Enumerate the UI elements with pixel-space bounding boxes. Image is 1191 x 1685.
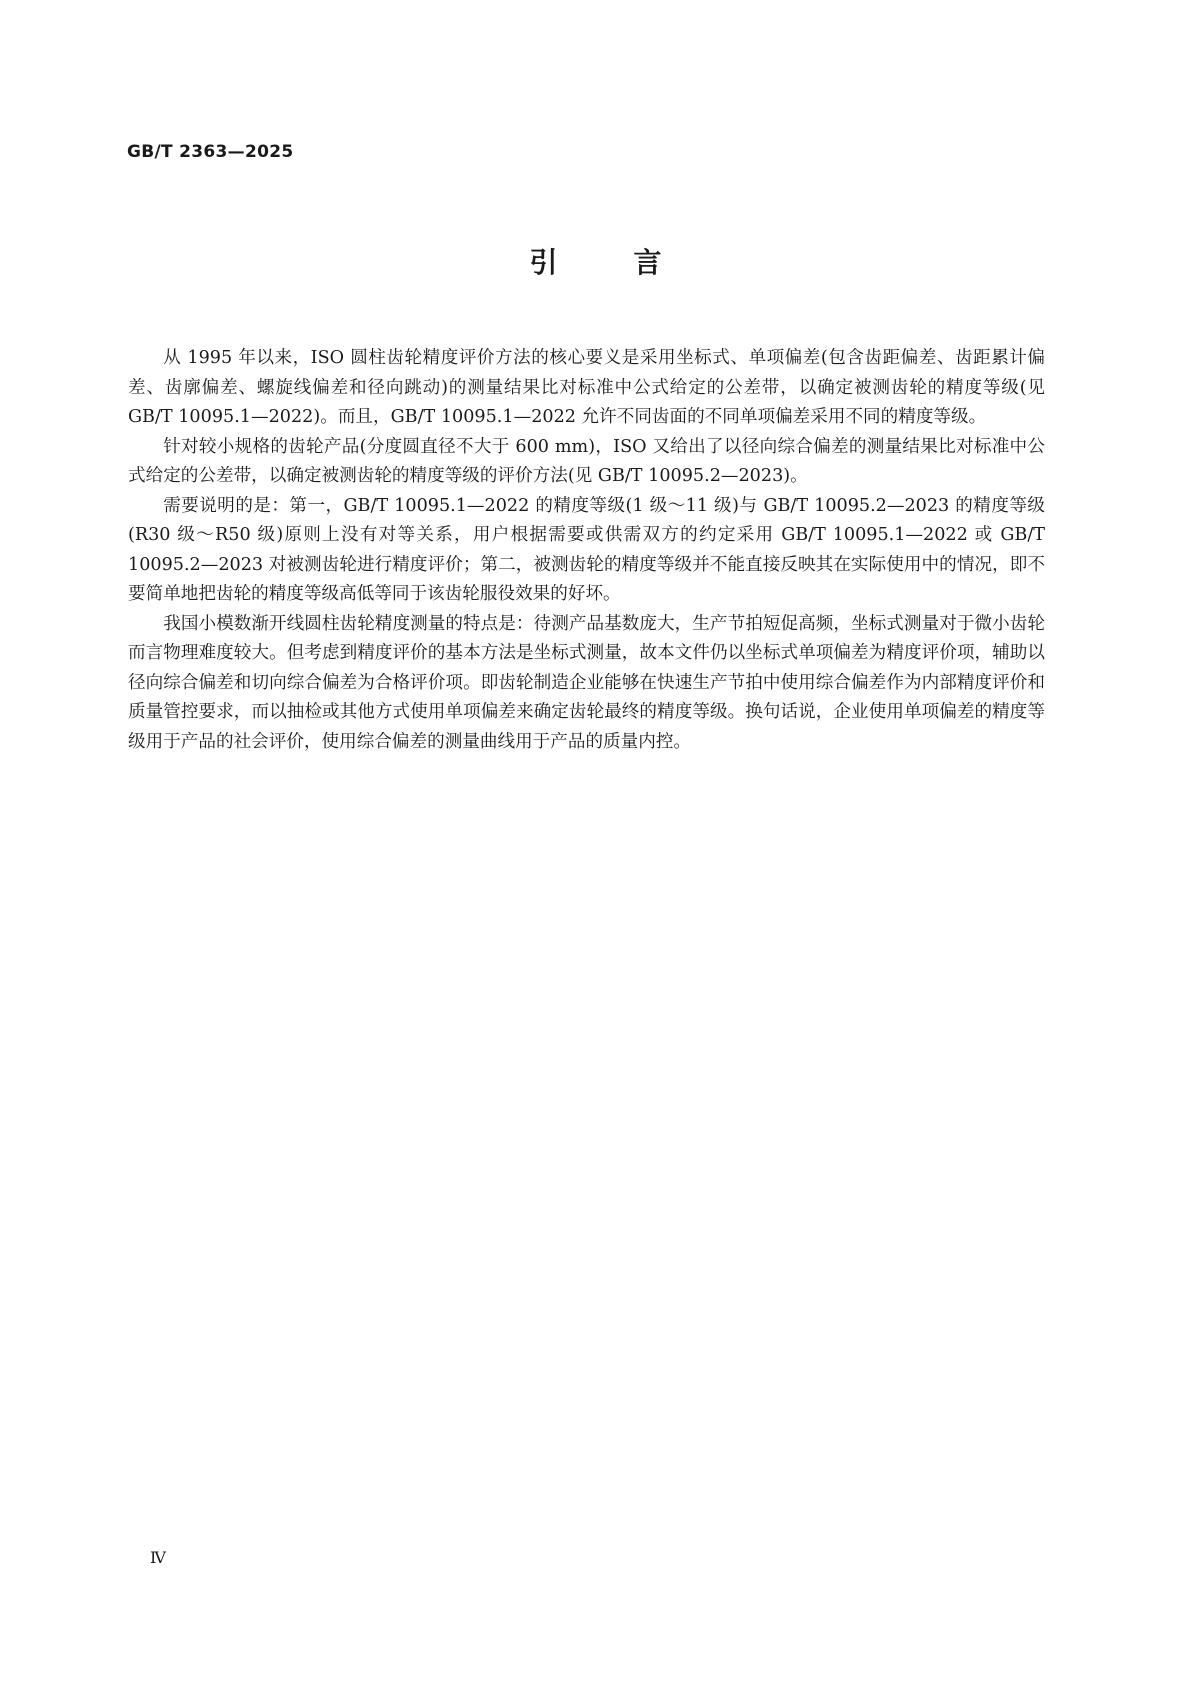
paragraph: 从 1995 年以来，ISO 圆柱齿轮精度评价方法的核心要义是采用坐标式、单项偏差(包含齿距偏差、齿距累计偏差、齿廓偏差、螺旋线偏差和径向跳动)的测量结果比对标准中公式给定的公差带，以确定被测齿轮的精度等级(见 GB/T 10095.1—2022)。而且，GB/T 10095.1—2022 允许不同齿面的不同单项偏差采用不同的精度等级。 — [128, 348, 1045, 427]
paragraph: 需要说明的是：第一，GB/T 10095.1—2022 的精度等级(1 级～11 级)与 GB/T 10095.2—2023 的精度等级(R30 级～R50 级)原则上没有对等关系，用户根据需要或供需双方的约定采用 GB/T 10095.1—2022 或 GB/T 10095.2—2023 对被测齿轮进行精度评价；第二，被测齿轮的精度等级并不能直接反映其在实际使用中的情况，即不要简单地把齿轮的精度等级高低等同于该齿轮服役效果的好坏。 — [128, 495, 1045, 604]
introduction-body — [128, 344, 1045, 757]
document-code: GB/T 2363—2025 — [127, 142, 294, 162]
page-title: 引言 — [529, 246, 738, 279]
paragraph: 我国小模数渐开线圆柱齿轮精度测量的特点是：待测产品基数庞大，生产节拍短促高频，坐标式测量对于微小齿轮而言物理难度较大。但考虑到精度评价的基本方法是坐标式测量，故本文件仍以坐标式单项偏差为精度评价项，辅助以径向综合偏差和切向综合偏差为合格评价项。即齿轮制造企业能够在快速生产节拍中使用综合偏差作为内部精度评价和质量管控要求，而以抽检或其他方式使用单项偏差来确定齿轮最终的精度等级。换句话说，企业使用单项偏差的精度等级用于产品的社会评价，使用综合偏差的测量曲线用于产品的质量内控。 — [128, 613, 1045, 752]
paragraph: 针对较小规格的齿轮产品(分度圆直径不大于 600 mm)，ISO 又给出了以径向综合偏差的测量结果比对标准中公式给定的公差带，以确定被测齿轮的精度等级的评价方法(见 GB/T 10095.2—2023)。 — [128, 436, 1045, 486]
page-number: Ⅳ — [150, 1550, 166, 1567]
